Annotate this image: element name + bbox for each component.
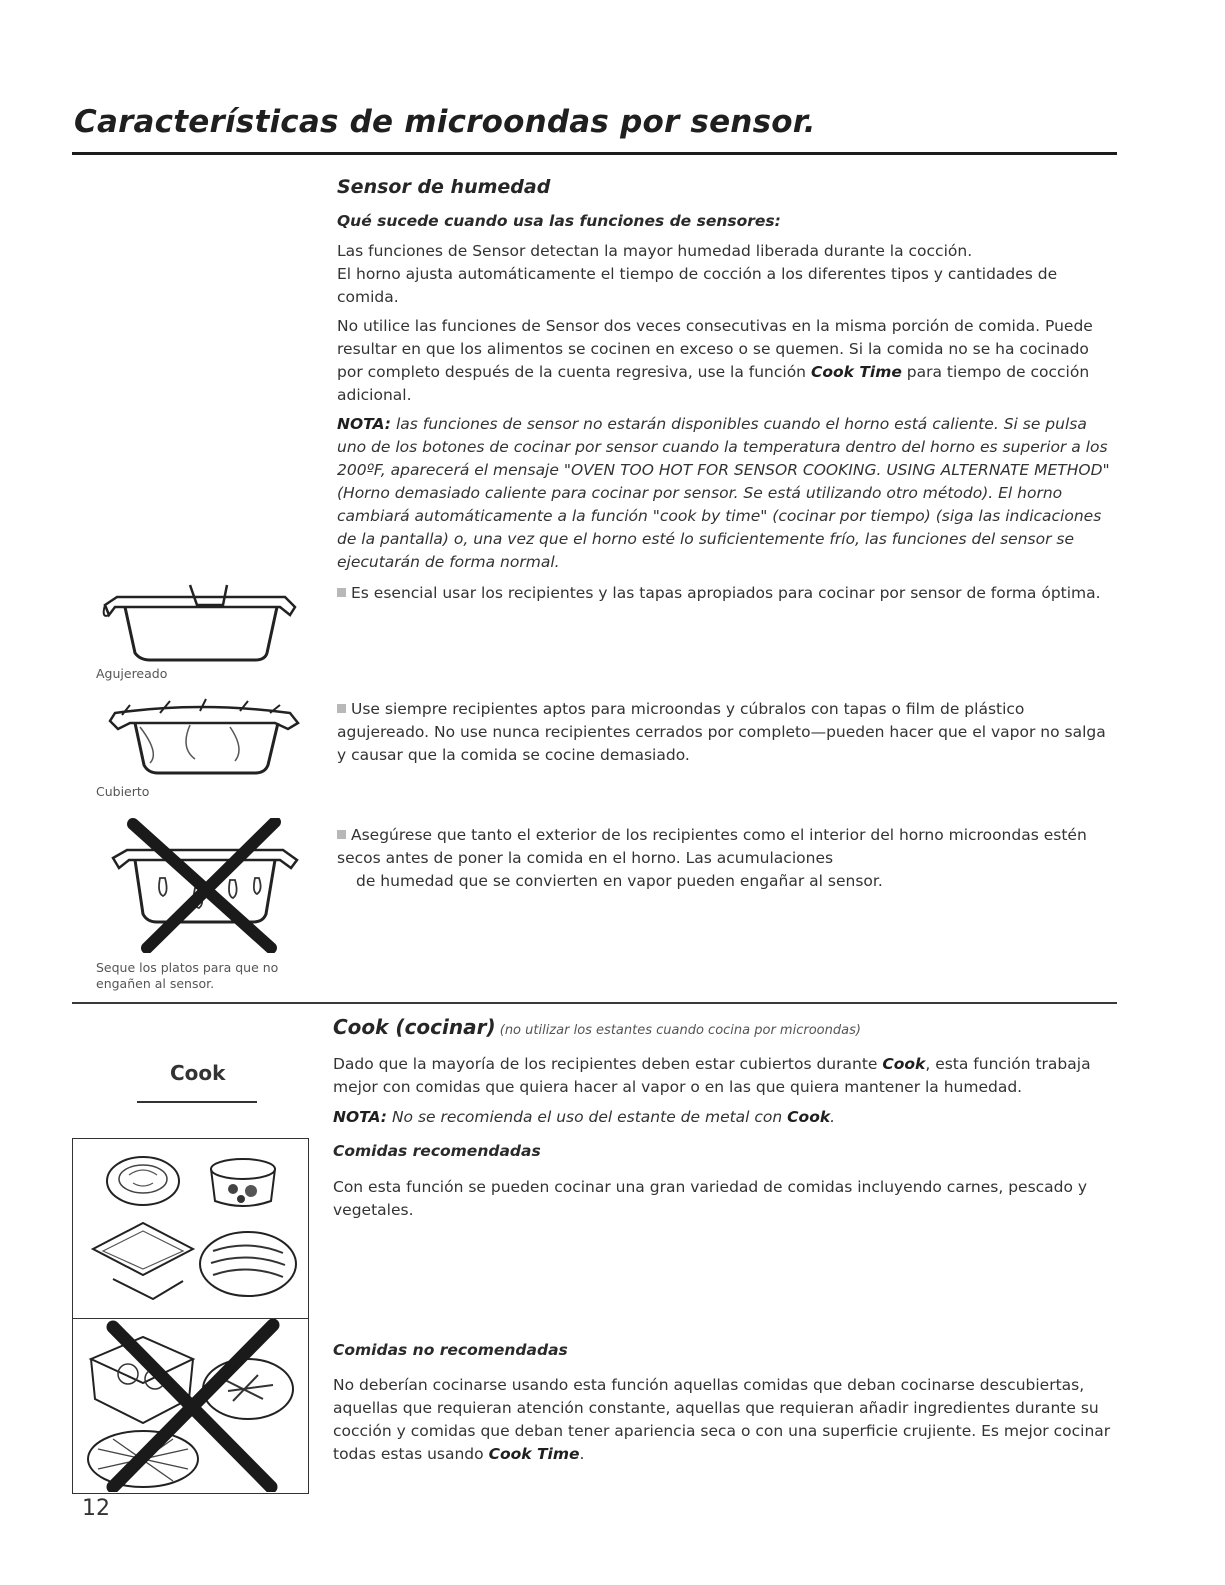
page-title: Características de microondas por sensor. [74,104,816,140]
page-number: 12 [82,1496,110,1521]
sensor-paragraph-1b: El horno ajusta automáticamente el tiempo de cocción a los diferentes tipos y cantidades de comida. [337,265,1058,306]
section-divider [72,1002,1117,1004]
cook-paragraph-1: Dado que la mayoría de los recipientes deben estar cubiertos durante Cook, esta función trabaja mejor con comidas que quiera hacer al vapor o en las que quiera mantener la humedad. [333,1055,1091,1096]
not-recommended-text: No deberían cocinarse usando esta función aquellas comidas que deban cocinarse descubiertas, aquellas que requieran atención constante, aquellas que requieran añadir ingredientes durante su cocción y comidas que deban tener apariencia seca o con una superficie crujiente. Es mejor cocinar todas estas usando Cook Time. [333,1376,1111,1463]
covered-dish-icon [100,693,305,783]
vented-dish-icon [95,575,300,665]
bullet-3: Asegúrese que tanto el exterior de los recipientes como el interior del horno microondas estén secos antes de poner la comida en el horno. Las acumulaciones de humedad que se convierten en vapor pueden engañar al sensor. [337,826,1087,890]
cook-time-ref: Cook Time [810,363,902,381]
caption-dry: Seque los platos para que no engañen al sensor. [96,960,279,991]
cook-body [333,1053,1118,1129]
caption-vented: Agujereado [96,666,168,681]
recommended-heading: Comidas recomendadas [333,1142,541,1160]
cook-side-rule [137,1101,257,1103]
sensor-body [337,240,1117,574]
sensor-note: NOTA: las funciones de sensor no estarán disponibles cuando el horno está caliente. Si se pulsa uno de los botones de cocinar por sensor cuando la temperatura dentro del horno es superior a los 200ºF, aparecerá el mensaje "OVEN TOO HOT FOR SENSOR COOKING. USING ALTERNATE METHOD" (Horno demasiado caliente para cocinar por sensor. Se está utilizando otro método). El horno cambiará automáticamente a la función "cook by time" (cocinar por tiempo) (siga las indicaciones de la pantalla) o, una vez que el horno esté lo suficientemente frío, las funciones del sensor se ejecutarán de forma normal. [337,415,1110,571]
recommended-foods-icon [72,1138,309,1319]
cook-side-label: Cook [170,1061,226,1085]
bullet-2: Use siempre recipientes aptos para microondas y cúbralos con tapas o film de plástico agujereado. No use nunca recipientes cerrados por completo—pueden hacer que el vapor no salga y causar que la comida se cocine demasiado. [337,700,1106,764]
recommended-text: Con esta función se pueden cocinar una gran variedad de comidas incluyendo carnes, pescado y vegetales. [333,1178,1088,1219]
sensor-paragraph-1: Las funciones de Sensor detectan la mayor humedad liberada durante la cocción. [337,242,973,260]
not-recommended-foods-icon [72,1318,309,1494]
caption-covered: Cubierto [96,784,150,799]
bullet-1: Es esencial usar los recipientes y las tapas apropiados para cocinar por sensor de forma óptima. [337,582,1122,605]
sensor-heading: Sensor de humedad [337,176,551,198]
not-recommended-heading: Comidas no recomendadas [333,1341,568,1359]
sensor-subheading: Qué sucede cuando usa las funciones de sensores: [337,212,781,230]
cook-note: NOTA: No se recomienda el uso del estante de metal con Cook. [333,1108,836,1126]
wet-dish-crossed-icon [105,818,305,953]
sensor-paragraph-2: No utilice las funciones de Sensor dos veces consecutivas en la misma porción de comida. Puede resultar en que los alimentos se cocinen en exceso o se quemen. Si la comida no se ha cocinado por completo después de la cuenta regresiva, use la función Cook Time para tiempo de cocción adicional. [337,317,1093,404]
cook-heading: Cook (cocinar) (no utilizar los estantes cuando cocina por microondas) [333,1015,861,1039]
title-divider [72,152,1117,155]
